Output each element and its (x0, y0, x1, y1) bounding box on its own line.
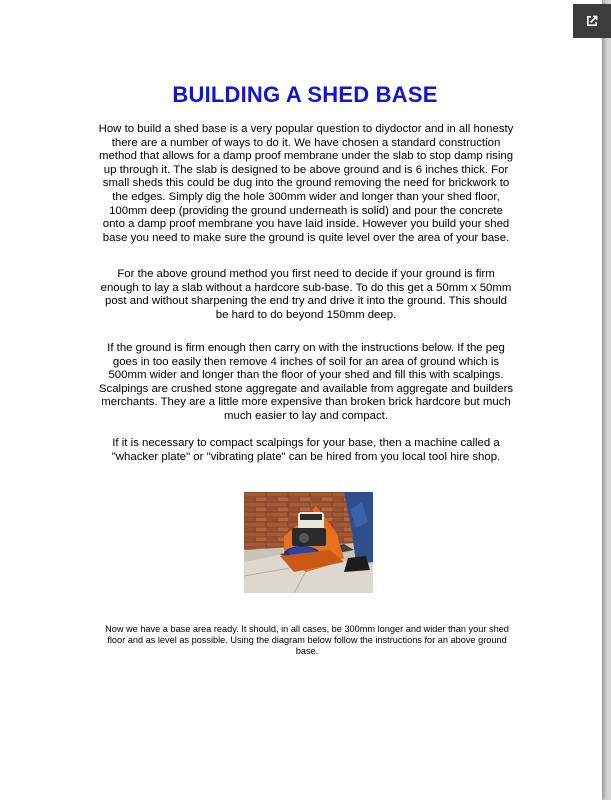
paragraph-intro: How to build a shed base is a very popular question to diydoctor and in all honesty there are a number of ways to do it. We have chosen a standard construction method that allows for a damp proof membrane under the slab to stop damp rising up through it. The slab is designed to be above ground and is 6 inches thick. For small sheds this could be dug into the ground removing the need for brickwork to the edges. Simply dig the hole 300mm wider and longer than your shed floor, 100mm deep (providing the ground underneath is solid) and pour the concrete onto a damp proof membrane you have laid inside. However you build your shed base you need to make sure the ground is quite level over the area of your base. (98, 123, 514, 244)
whacker-plate-photo (244, 492, 373, 593)
photo-caption: Now we have a base area ready. It should, in all cases, be 300mm longer and wider than your shed floor and as level as possible. Using the diagram below follow the instructions for an above ground base. (105, 624, 509, 657)
open-in-new-window-button[interactable] (573, 4, 611, 38)
paragraph-whacker-plate: If it is necessary to compact scalpings for your base, then a machine called a "whacker plate" or "vibrating plate" can be hired from you local tool hire shop. (111, 437, 501, 463)
paragraph-ground-test: For the above ground method you first need to decide if your ground is firm enough to lay a slab without a hardcore sub-base. To do this get a 50mm x 50mm post and without sharpening the end try and drive it into the ground. This should be hard to do beyond 150mm deep. (100, 268, 512, 321)
page-title: BUILDING A SHED BASE (172, 82, 438, 107)
paragraph-scalpings: If the ground is firm enough then carry on with the instructions below. If the peg goes in too easily then remove 4 inches of soil for an area of ground which is 500mm wider and longer than the floor of your shed and fill this with scalpings. Scalpings are crushed stone aggregate and available from aggregate and builders merchants. They are a little more expensive than broken brick hardcore but much much easier to lay and compact. (98, 342, 514, 422)
open-in-new-window-icon (584, 13, 600, 29)
